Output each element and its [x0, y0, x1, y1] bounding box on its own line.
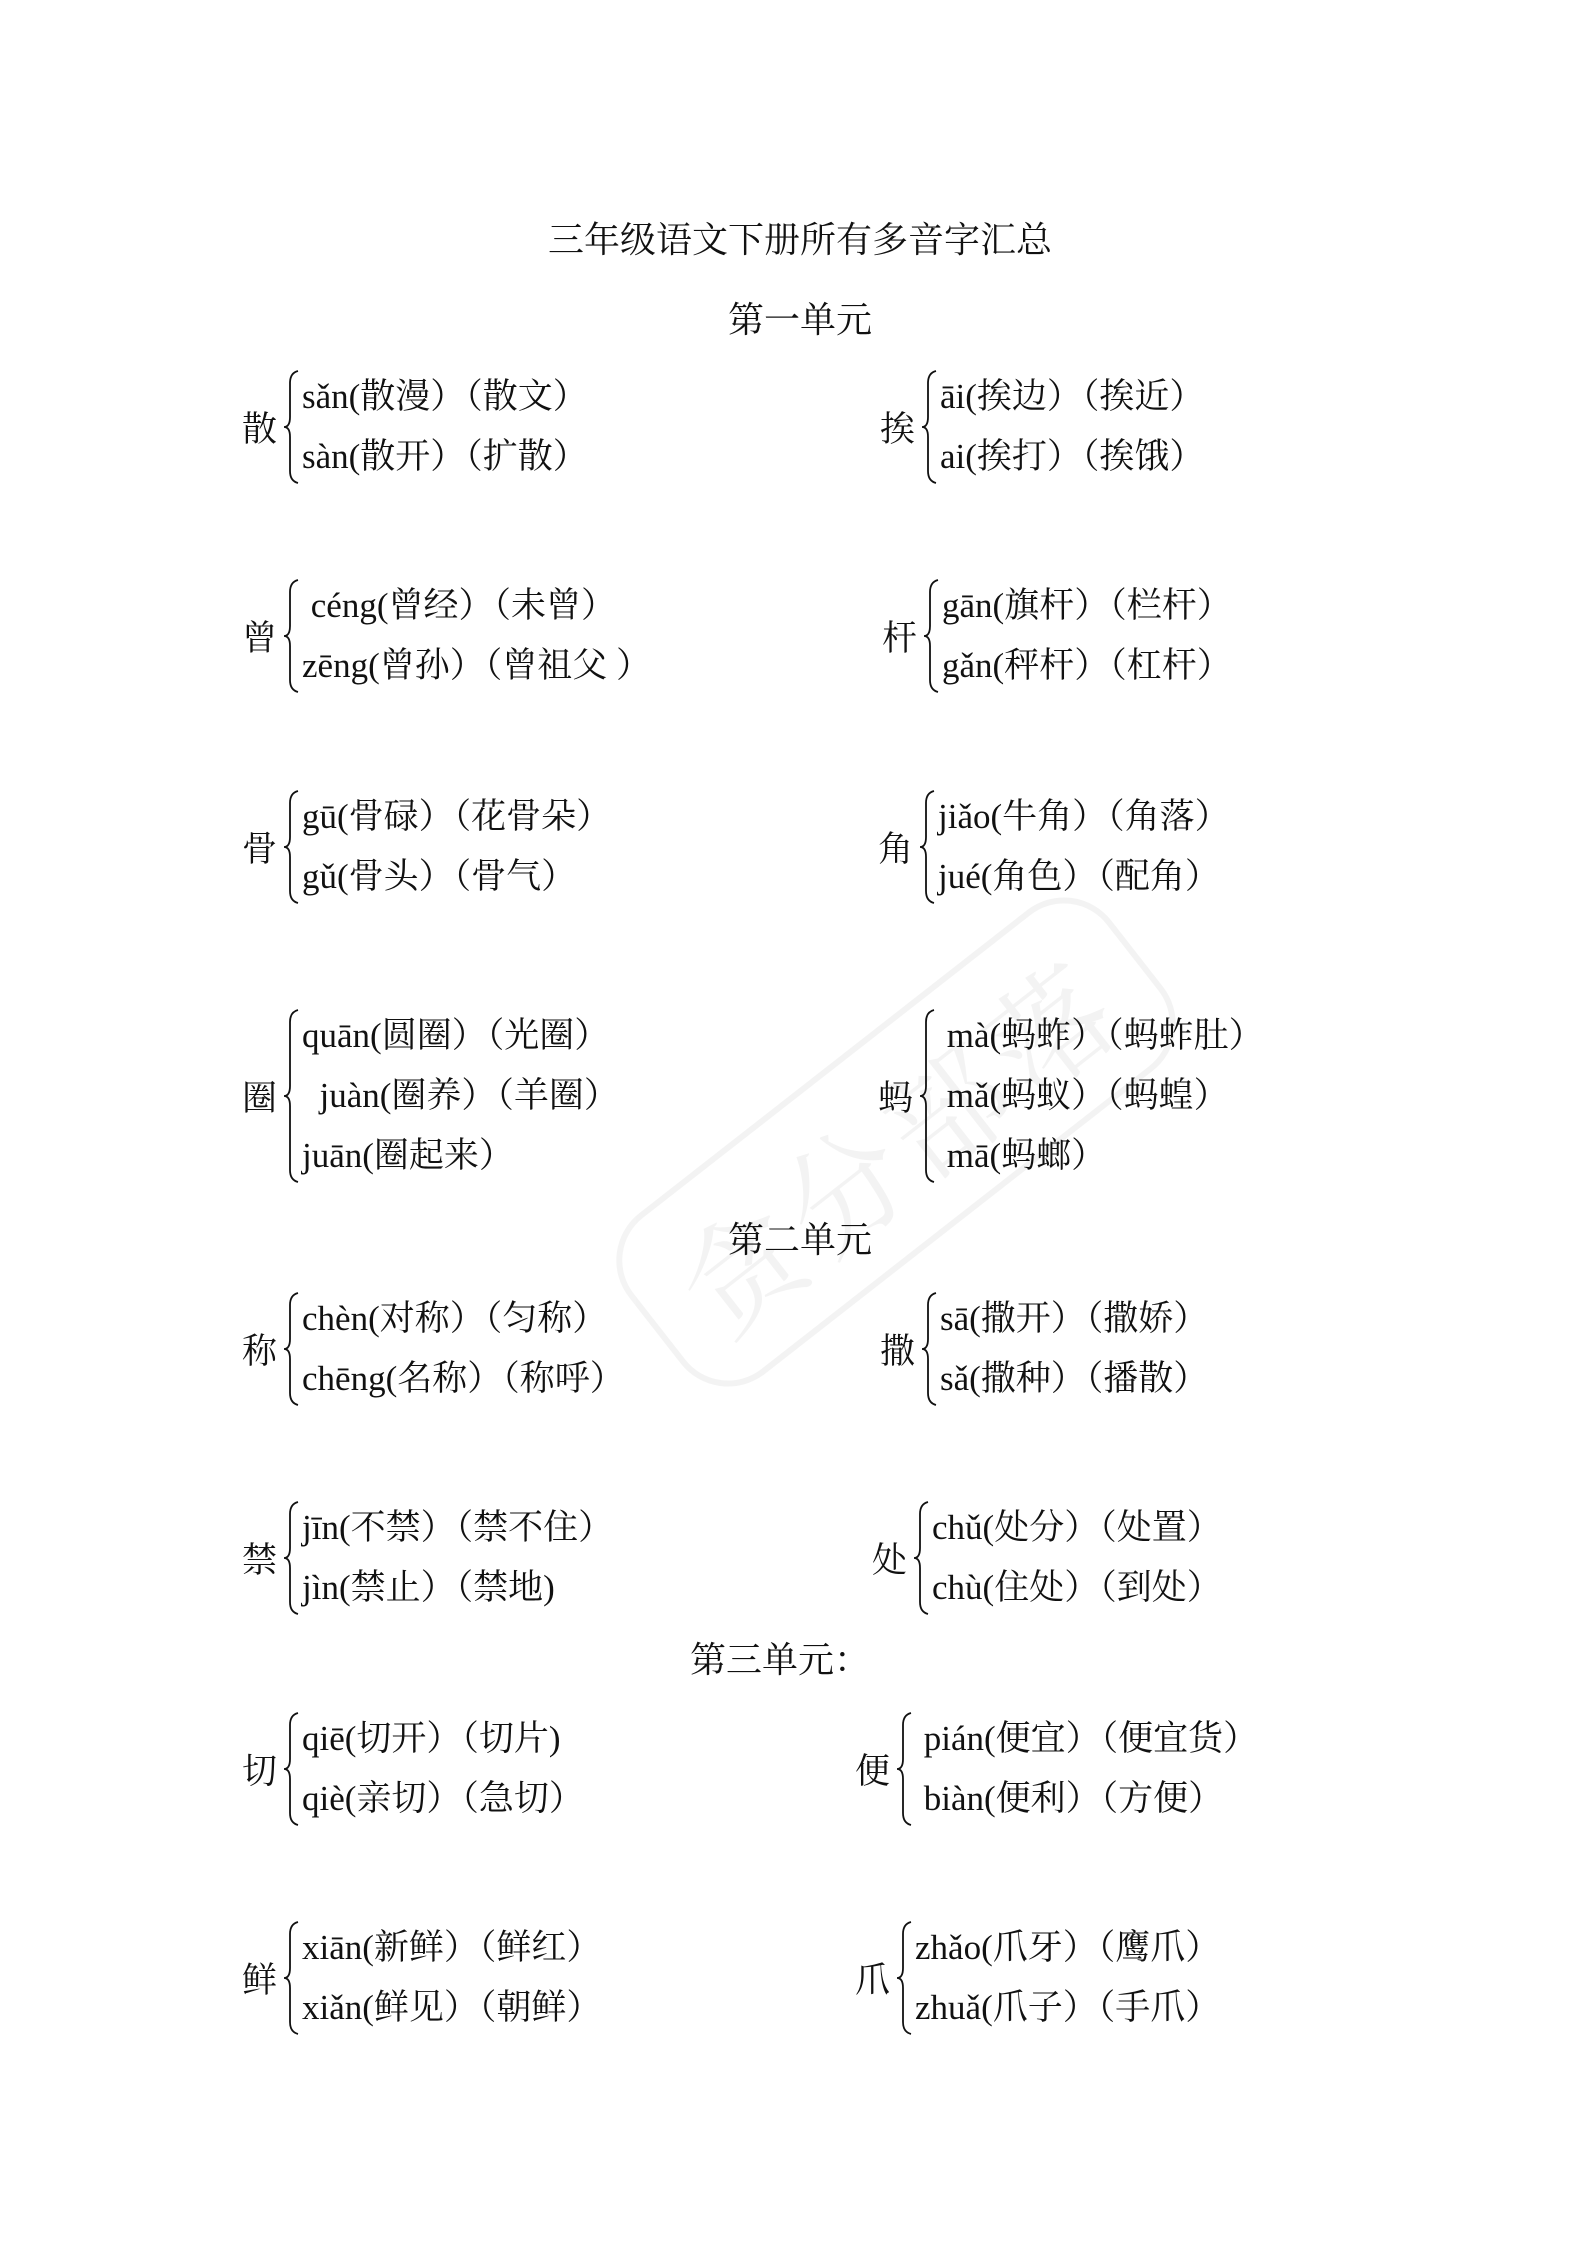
reading-line: zhuǎ(爪子）（手爪）	[915, 1988, 1221, 2027]
reading-line: chǔ(处分）（处置）	[932, 1508, 1222, 1547]
polyphone-entry	[242, 1006, 619, 1186]
polyphone-char: 鲜	[242, 1961, 278, 2000]
readings-list	[940, 367, 1204, 487]
polyphone-entry	[855, 1918, 1220, 2038]
page-title: 三年级语文下册所有多音字汇总	[547, 220, 1052, 260]
polyphone-entry	[880, 1289, 1208, 1409]
readings-list	[302, 1289, 625, 1409]
reading-line: āi(挨边）（挨近）	[940, 377, 1205, 416]
polyphone-char: 角	[878, 830, 914, 869]
brace-icon	[282, 1289, 300, 1409]
brace-icon	[918, 787, 936, 907]
readings-list	[302, 787, 611, 907]
readings-list	[915, 1918, 1220, 2038]
readings-list	[940, 1289, 1208, 1409]
polyphone-char: 切	[242, 1752, 278, 1791]
polyphone-char: 挨	[880, 410, 916, 449]
brace-icon	[895, 1918, 913, 2038]
polyphone-char: 骨	[242, 830, 278, 869]
brace-icon	[282, 1918, 300, 2038]
reading-line: gǎn(秤杆）（杠杆）	[942, 646, 1232, 685]
readings-list	[915, 1709, 1258, 1829]
brace-icon	[918, 1006, 936, 1186]
reading-line: xiān(新鲜）（鲜红）	[302, 1928, 602, 1967]
reading-line: pián(便宜）（便宜货）	[915, 1719, 1259, 1758]
reading-line: zēng(曾孙）（曾祖父 ）	[302, 646, 651, 685]
brace-icon	[282, 787, 300, 907]
reading-line: chēng(名称）（称呼）	[302, 1359, 625, 1398]
reading-line: chèn(对称）（匀称）	[302, 1299, 608, 1338]
polyphone-entry	[880, 367, 1204, 487]
brace-icon	[920, 1289, 938, 1409]
polyphone-entry	[878, 787, 1230, 907]
reading-line: juàn(圈养）（羊圈）	[302, 1076, 619, 1115]
brace-icon	[912, 1498, 930, 1618]
reading-line: xiǎn(鲜见）（朝鲜）	[302, 1988, 602, 2027]
polyphone-char: 曾	[242, 619, 278, 658]
readings-list	[938, 787, 1230, 907]
reading-line: mà(蚂蚱）（蚂蚱肚）	[938, 1016, 1264, 1055]
reading-line: juān(圈起来）	[302, 1136, 514, 1175]
polyphone-char: 杆	[882, 619, 918, 658]
brace-icon	[282, 367, 300, 487]
readings-list	[302, 367, 588, 487]
polyphone-entry	[855, 1709, 1258, 1829]
polyphone-entry	[242, 787, 611, 907]
reading-line: mā(蚂螂）	[938, 1136, 1107, 1175]
reading-line: gū(骨碌）（花骨朵）	[302, 797, 612, 836]
brace-icon	[282, 1498, 300, 1618]
unit-heading: 第一单元	[727, 300, 872, 340]
polyphone-char: 蚂	[878, 1079, 914, 1118]
polyphone-entry	[882, 576, 1232, 696]
polyphone-char: 撒	[880, 1332, 916, 1371]
reading-line: jué(角色）（配角）	[938, 857, 1220, 896]
polyphone-char: 便	[855, 1752, 891, 1791]
readings-list	[302, 1918, 601, 2038]
reading-line: céng(曾经）（未曾）	[302, 586, 616, 625]
readings-list	[302, 1006, 619, 1186]
reading-line: zhǎo(爪牙）（鹰爪）	[915, 1928, 1221, 1967]
brace-icon	[922, 576, 940, 696]
readings-list	[302, 1498, 613, 1618]
brace-icon	[895, 1709, 913, 1829]
polyphone-char: 称	[242, 1332, 278, 1371]
polyphone-entry	[242, 1918, 601, 2038]
polyphone-char: 禁	[242, 1541, 278, 1580]
polyphone-entry	[878, 1006, 1264, 1186]
reading-line: jiǎo(牛角）（角落）	[938, 797, 1230, 836]
reading-line: mǎ(蚂蚁）（蚂蝗）	[938, 1076, 1229, 1115]
reading-line: ai(挨打）（挨饿）	[940, 437, 1205, 476]
readings-list	[942, 576, 1232, 696]
polyphone-entry	[242, 367, 588, 487]
polyphone-entry	[242, 1289, 625, 1409]
polyphone-entry	[872, 1498, 1222, 1618]
brace-icon	[282, 1006, 300, 1186]
reading-line: qiē(切开）（切片)	[302, 1719, 561, 1758]
reading-line: gǔ(骨头）（骨气）	[302, 857, 577, 896]
polyphone-char: 爪	[855, 1961, 891, 2000]
reading-line: biàn(便利）（方便）	[915, 1779, 1224, 1818]
reading-line: jīn(不禁）（禁不住）	[302, 1508, 614, 1547]
reading-line: sàn(散开）（扩散）	[302, 437, 588, 476]
reading-line: chù(住处）（到处）	[932, 1568, 1222, 1607]
polyphone-entry	[242, 1709, 584, 1829]
reading-line: sā(撒开）（撒娇）	[940, 1299, 1209, 1338]
polyphone-char: 圈	[242, 1079, 278, 1118]
polyphone-entry	[242, 1498, 613, 1618]
reading-line: jìn(禁止）（禁地)	[302, 1568, 555, 1607]
reading-line: qiè(亲切）（急切）	[302, 1779, 584, 1818]
brace-icon	[920, 367, 938, 487]
unit-heading: 第二单元	[727, 1220, 872, 1260]
readings-list	[302, 1709, 584, 1829]
polyphone-entry	[242, 576, 651, 696]
readings-list	[938, 1006, 1264, 1186]
polyphone-char: 处	[872, 1541, 908, 1580]
brace-icon	[282, 576, 300, 696]
polyphone-char: 散	[242, 410, 278, 449]
unit-heading: 第三单元：	[689, 1640, 870, 1680]
readings-list	[932, 1498, 1222, 1618]
brace-icon	[282, 1709, 300, 1829]
readings-list	[302, 576, 651, 696]
reading-line: quān(圆圈）（光圈）	[302, 1016, 610, 1055]
reading-line: sǎn(散漫）（散文）	[302, 377, 588, 416]
reading-line: sǎ(撒种）（播散）	[940, 1359, 1209, 1398]
reading-line: gān(旗杆）（栏杆）	[942, 586, 1232, 625]
